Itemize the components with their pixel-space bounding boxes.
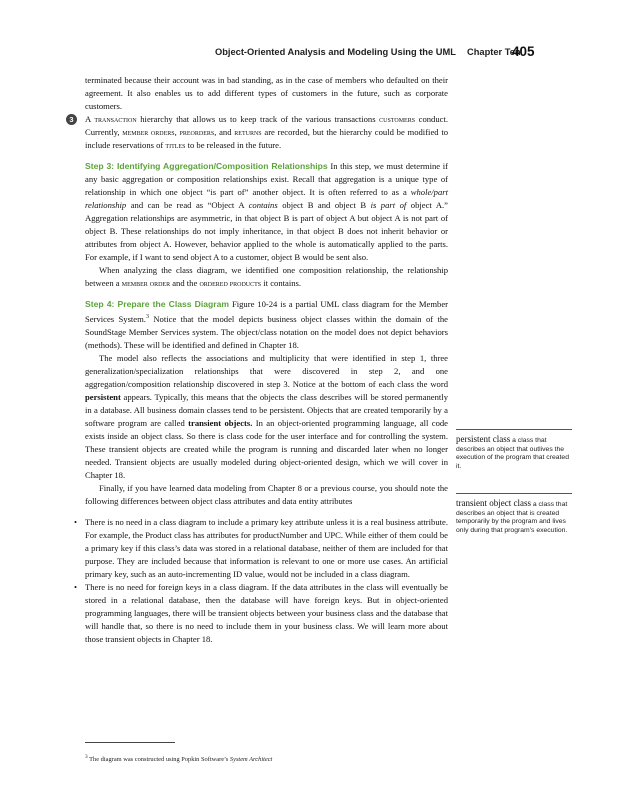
bullet-item: • There is no need in a class diagram to include a primary key attribute unless it is a real business attribute. For example, the Product class has attributes for productNumber and UPC. While either of them could be a primary key if this class’s data was stored in a relational database, neither of them are included for that purpose. They are included because that information is relevant to one or more use cases. An artificial primary key, such as an auto-incrementing ID value, would not be included in a class diagram.: [85, 516, 448, 581]
sidebar-term: transient object class: [456, 498, 531, 508]
list-item-3: 3 A transaction hierarchy that allows us to keep track of the various transactions customers conduct. Currently, member orders, preorders, and returns are recorded, but the hierarchy could be modified to include reservations of titles to be released in the future.: [85, 113, 448, 152]
running-header: [0, 44, 619, 63]
sidebar-definition: a class that describes an object that outlives the execution of the program that created it.: [456, 437, 569, 470]
sidebar-term: persistent class: [456, 434, 511, 444]
page-number: 405: [512, 44, 535, 59]
step4-heading: Step 4: Prepare the Class Diagram: [85, 299, 230, 309]
footnote: $^3$ The diagram was constructed using Popkin Software’s System Architect: [85, 754, 273, 764]
step4-paragraph-2: The model also reflects the associations and multiplicity that were identified in step 1, three generalization/specialization relationships that were discovered in step 2, and one aggregation/composition relationship discovered in step 3. Notice at the bottom of each class the word persistent appears. Typically, this means that the objects the class describes will be stored permanently in a database. All business domain classes tend to be persistent. Objects that are created temporarily by a software program are called transient objects. In an object-oriented programming language, all code exists inside an object class. So there is class code for the user interface and for controlling the system. These transient objects are created while the program is running and discarded later when no longer needed. Transient objects are usually modeled during object-oriented design, which we will cover in Chapter 18.: [85, 352, 448, 480]
continued-list-paragraph: terminated because their account was in bad standing, as in the case of members who defaulted on their agreement. It also enables us to add different types of customers in the future, such as corporate customers.: [85, 75, 448, 111]
running-title: Object-Oriented Analysis and Modeling Using the UML: [215, 47, 456, 57]
step3-heading: Step 3: Identifying Aggregation/Composition Relationships: [85, 161, 328, 171]
main-column: [69, 74, 449, 646]
sidebar-definition-persistent: [456, 429, 572, 471]
sidebar-definition: a class that describes an object that is created temporarily by the program and lives only during that program’s execution.: [456, 501, 568, 534]
step4-paragraph: Step 4: Prepare the Class Diagram Figure 10-24 is a partial UML class diagram for the Member Services System.$^3$ Notice that the model depicts business object classes within the domain of the SoundStage Member Services system. The object/class notation on the model does not depict behaviors (methods). These will be identified and defined in Chapter 18.: [85, 299, 449, 350]
step4-paragraph-3: Finally, if you have learned data modeling from Chapter 8 or a previous course, you should note the following differences between object class attributes and data entity attributes: [85, 482, 448, 506]
step3-paragraph: Step 3: Identifying Aggregation/Composition Relationships In this step, we must determine if any basic aggregation or composition relationships exist. Recall that aggregation is a unique type of relationship in which one object “is part of” another object. It is often referred to as a whole/part relationship and can be read as “Object A contains object B and object B is part of object A.” Aggregation relationships are asymmetric, in that object B is part of object A but object A is not part of object B. These relationships do not imply inheritance, in that object B does not inherit behavior or attributes from object A. However, behavior applied to the whole is automatically applied to the parts. For example, if I want to send object A to a customer, object B would be sent also.: [85, 161, 448, 262]
footnote-rule: [85, 742, 175, 743]
step3-paragraph-2: When analyzing the class diagram, we identified one composition relationship, the relationship between a member order and the ordered products it contains.: [85, 265, 448, 288]
bullet-item: • There is no need for foreign keys in a class diagram. If the data attributes in the class will eventually be stored in a relational database, then the database will have foreign keys. But in object-oriented programming languages, there will be transient objects between your business class and the database that will handle that, so there is no need to include them in your business class. We will learn more about those transient objects in Chapter 18.: [85, 581, 448, 646]
list-number-badge: 3: [66, 114, 77, 125]
chapter-label: Chapter Ten: [467, 47, 521, 57]
sidebar-definition-transient: [456, 493, 572, 535]
